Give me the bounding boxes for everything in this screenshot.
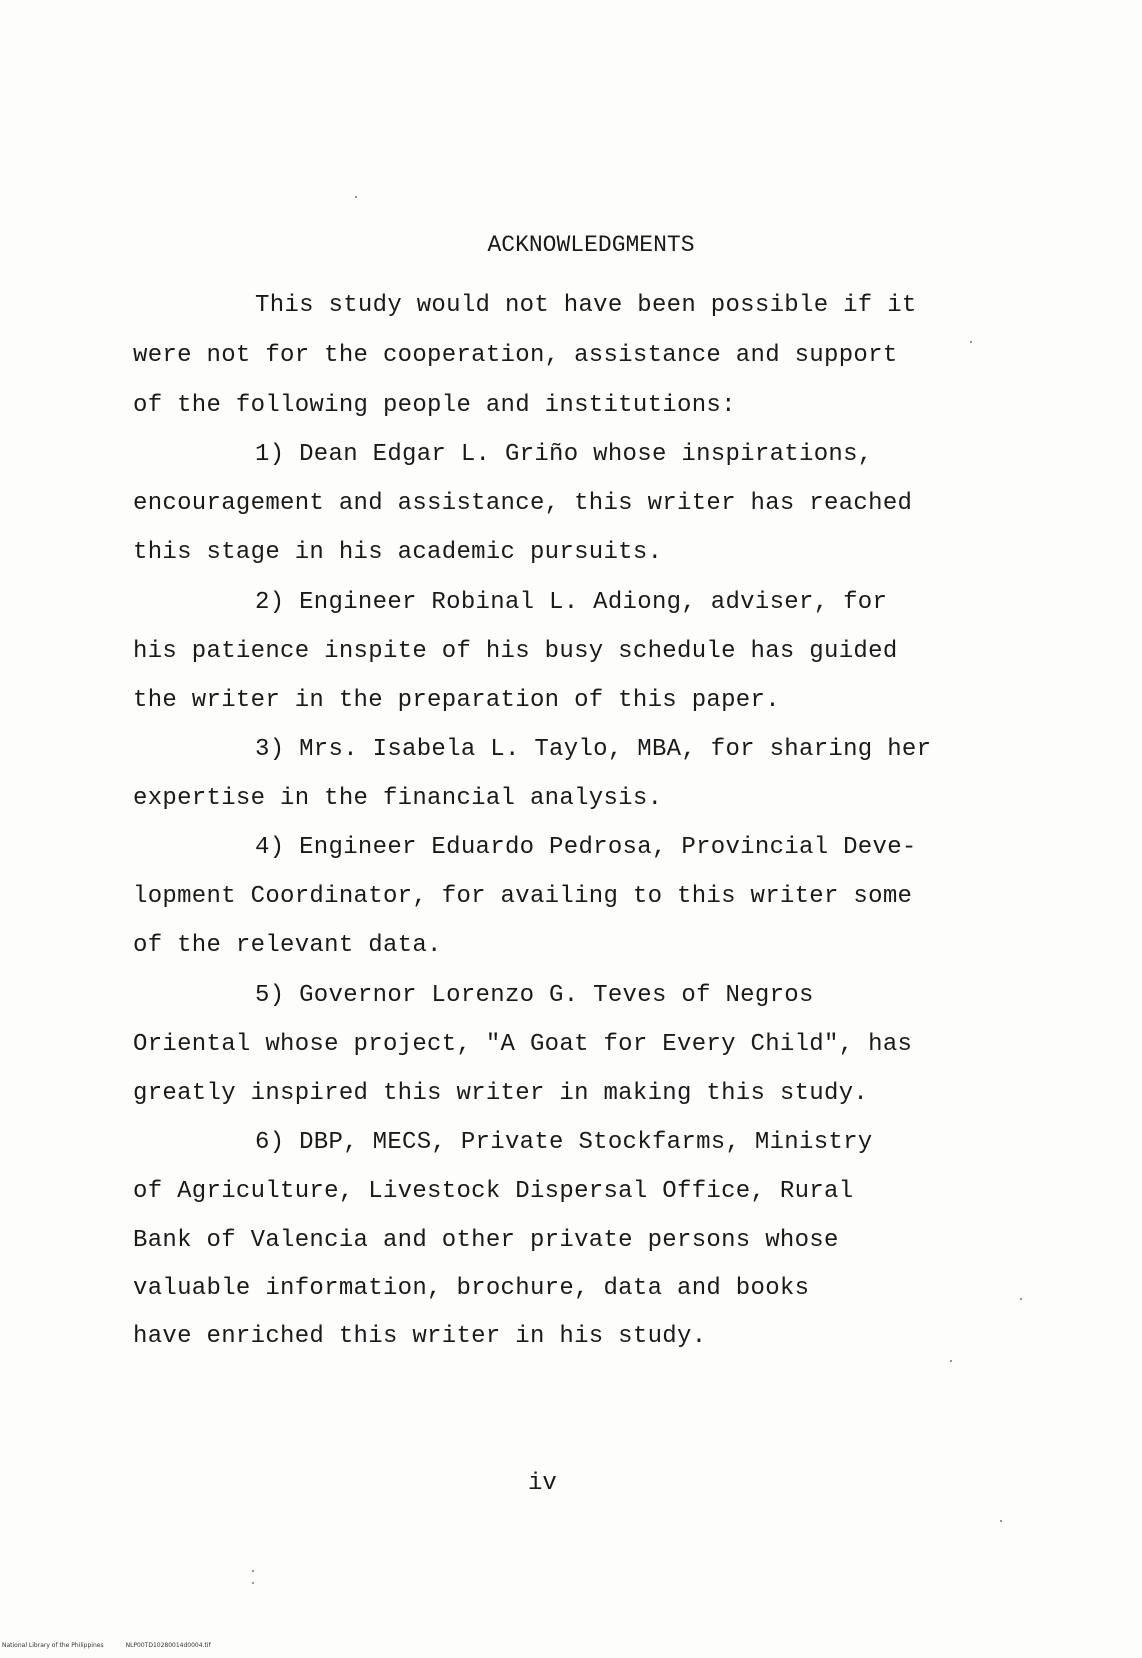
text-line: lopment Coordinator, for availing to this writer some [133, 883, 913, 910]
text-line: greatly inspired this writer in making this study. [133, 1080, 869, 1107]
scan-speck [1020, 1298, 1022, 1300]
text-line: were not for the cooperation, assistance and support [133, 342, 898, 369]
page-title: ACKNOWLEDGMENTS [487, 232, 695, 258]
text-line: the writer in the preparation of this paper. [133, 687, 780, 714]
file-id: NLP00TD10280014d0004.tif [125, 1642, 211, 1649]
text-line: of Agriculture, Livestock Dispersal Office, Rural [133, 1178, 854, 1205]
scan-speck [950, 1360, 952, 1362]
scan-footer [2, 1642, 211, 1649]
text-line: Bank of Valencia and other private persons whose [133, 1227, 839, 1254]
text-line: valuable information, brochure, data and books [133, 1275, 810, 1302]
page-number: iv [528, 1470, 557, 1497]
text-line: Oriental whose project, "A Goat for Every Child", has [133, 1031, 913, 1058]
text-line: of the relevant data. [133, 932, 442, 959]
text-line: 2) Engineer Robinal L. Adiong, adviser, for [255, 589, 888, 616]
text-line: 5) Governor Lorenzo G. Teves of Negros [255, 982, 814, 1009]
scan-speck [252, 1582, 254, 1584]
text-line: 3) Mrs. Isabela L. Taylo, MBA, for sharing her [255, 736, 932, 763]
text-line: This study would not have been possible if it [255, 292, 917, 319]
scan-speck [970, 341, 972, 343]
text-line: 6) DBP, MECS, Private Stockfarms, Ministry [255, 1129, 873, 1156]
text-line: encouragement and assistance, this writer has reached [133, 490, 913, 517]
text-line: have enriched this writer in his study. [133, 1323, 707, 1350]
text-line: 4) Engineer Eduardo Pedrosa, Provincial Deve- [255, 834, 917, 861]
text-line: his patience inspite of his busy schedule has guided [133, 638, 898, 665]
text-line: expertise in the financial analysis. [133, 785, 663, 812]
text-line: 1) Dean Edgar L. Griño whose inspirations, [255, 441, 873, 468]
text-line: of the following people and institutions: [133, 392, 736, 419]
scan-speck [355, 196, 357, 198]
scan-speck [1000, 1520, 1002, 1522]
scan-speck [252, 1570, 254, 1572]
library-label: National Library of the Philippines [2, 1642, 104, 1649]
text-line: this stage in his academic pursuits. [133, 539, 663, 566]
